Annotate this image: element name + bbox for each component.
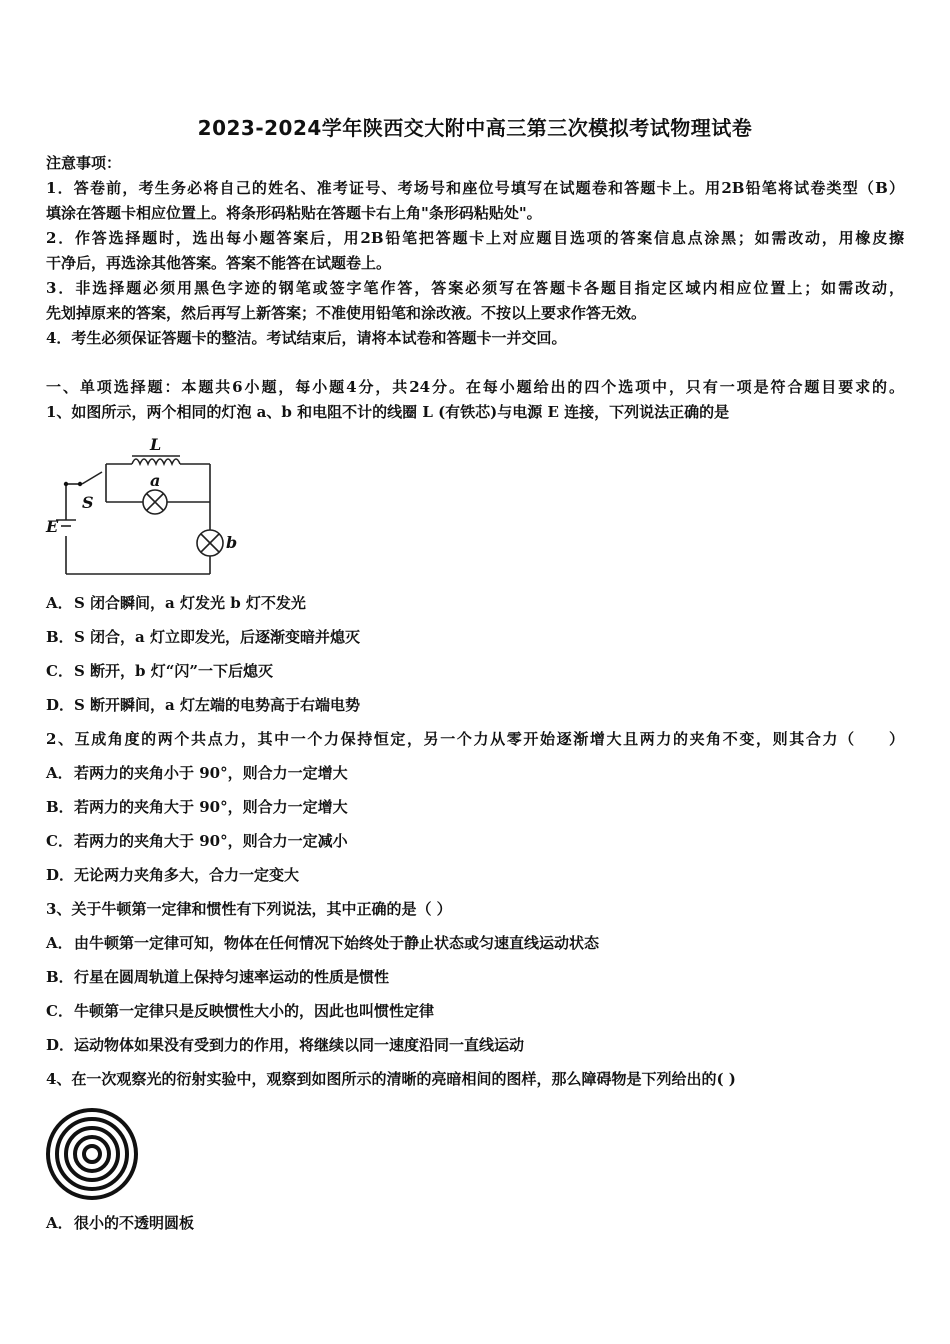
option-letter: A． bbox=[46, 594, 73, 612]
option bbox=[46, 966, 389, 988]
option bbox=[46, 932, 599, 954]
option-text: 很小的不透明圆板 bbox=[74, 1214, 195, 1232]
option-text: S 断开，b 灯“闪”一下后熄灭 bbox=[74, 662, 274, 680]
option-text: 若两力的夹角小于 90°，则合力一定增大 bbox=[74, 764, 348, 782]
option bbox=[46, 1000, 434, 1022]
option bbox=[46, 626, 360, 648]
option-text: 若两力的夹角大于 90°，则合力一定增大 bbox=[74, 798, 348, 816]
label-a: a bbox=[150, 471, 161, 490]
notice-line: 2．作答选择题时，选出每小题答案后，用2B铅笔把答题卡上对应题目选项的答案信息点涂黑；如需改动，用橡皮擦 bbox=[46, 229, 904, 247]
option-letter: D． bbox=[46, 866, 75, 884]
option-letter: A． bbox=[46, 764, 73, 782]
option bbox=[46, 796, 348, 818]
exam-title: 2023-2024学年陕西交大附中高三第三次模拟考试物理试卷 bbox=[197, 116, 753, 140]
option-letter: C． bbox=[46, 1002, 73, 1020]
option bbox=[46, 660, 273, 682]
question-1-stem: 1、如图所示，两个相同的灯泡 a、b 和电阻不计的线圈 L (有铁芯)与电源 E 连接，下列说法正确的是 bbox=[46, 403, 730, 421]
option-text: S 断开瞬间，a 灯左端的电势高于右端电势 bbox=[74, 696, 360, 714]
notice-heading: 注意事项： bbox=[46, 154, 122, 172]
option-text: S 闭合，a 灯立即发光，后逐渐变暗并熄灭 bbox=[74, 628, 360, 646]
circuit-diagram bbox=[40, 432, 240, 582]
question-4-stem: 4、在一次观察光的衍射实验中，观察到如图所示的清晰的亮暗相间的图样，那么障碍物是下列给出的( ) bbox=[46, 1070, 736, 1088]
option-text: 由牛顿第一定律可知，物体在任何情况下始终处于静止状态或匀速直线运动状态 bbox=[74, 934, 600, 952]
option-text: 牛顿第一定律只是反映惯性大小的，因此也叫惯性定律 bbox=[74, 1002, 435, 1020]
notice-line: 先划掉原来的答案，然后再写上新答案；不准使用铅笔和涂改液。不按以上要求作答无效。 bbox=[46, 304, 647, 322]
notice-line: 干净后，再选涂其他答案。答案不能答在试题卷上。 bbox=[46, 254, 392, 272]
option bbox=[46, 864, 299, 886]
option-text: 行星在圆周轨道上保持匀速率运动的性质是惯性 bbox=[74, 968, 390, 986]
option-text: 若两力的夹角大于 90°，则合力一定减小 bbox=[74, 832, 348, 850]
option-letter: A． bbox=[46, 1214, 73, 1232]
notice-line: 4．考生必须保证答题卡的整洁。考试结束后，请将本试卷和答题卡一并交回。 bbox=[46, 329, 567, 347]
option-letter: C． bbox=[46, 832, 73, 850]
label-E: E bbox=[46, 517, 59, 536]
option-letter: D． bbox=[46, 1036, 75, 1054]
option-text: S 闭合瞬间，a 灯发光 b 灯不发光 bbox=[74, 594, 306, 612]
option-letter: D． bbox=[46, 696, 75, 714]
option-letter: B． bbox=[46, 968, 74, 986]
option bbox=[46, 592, 306, 614]
option-letter: C． bbox=[46, 662, 73, 680]
label-b: b bbox=[226, 533, 238, 552]
option-letter: B． bbox=[46, 628, 74, 646]
section-heading: 一、单项选择题：本题共6小题，每小题4分，共24分。在每小题给出的四个选项中，只有一项是符合题目要求的。 bbox=[46, 378, 904, 396]
label-S: S bbox=[82, 493, 94, 512]
option bbox=[46, 762, 348, 784]
label-L: L bbox=[150, 435, 162, 454]
option bbox=[46, 1212, 194, 1234]
option bbox=[46, 694, 360, 716]
option bbox=[46, 1034, 524, 1056]
option-letter: B． bbox=[46, 798, 74, 816]
question-3-stem: 3、关于牛顿第一定律和惯性有下列说法，其中正确的是（ ） bbox=[46, 900, 452, 918]
notice-line: 3．非选择题必须用黑色字迹的钢笔或签字笔作答，答案必须写在答题卡各题目指定区域内相应位置上；如需改动， bbox=[46, 279, 904, 297]
notice-line: 填涂在答题卡相应位置上。将条形码粘贴在答题卡右上角"条形码粘贴处"。 bbox=[46, 204, 542, 222]
question-2-stem: 2、互成角度的两个共点力，其中一个力保持恒定，另一个力从零开始逐渐增大且两力的夹角不变，则其合力（ ） bbox=[46, 730, 904, 748]
option-letter: A． bbox=[46, 934, 73, 952]
option-text: 运动物体如果没有受到力的作用，将继续以同一速度沿同一直线运动 bbox=[74, 1036, 525, 1054]
diffraction-pattern bbox=[44, 1106, 140, 1202]
option bbox=[46, 830, 348, 852]
notice-line: 1．答卷前，考生务必将自己的姓名、准考证号、考场号和座位号填写在试题卷和答题卡上。用2B铅笔将试卷类型（B） bbox=[46, 179, 904, 197]
option-text: 无论两力夹角多大，合力一定变大 bbox=[74, 866, 300, 884]
